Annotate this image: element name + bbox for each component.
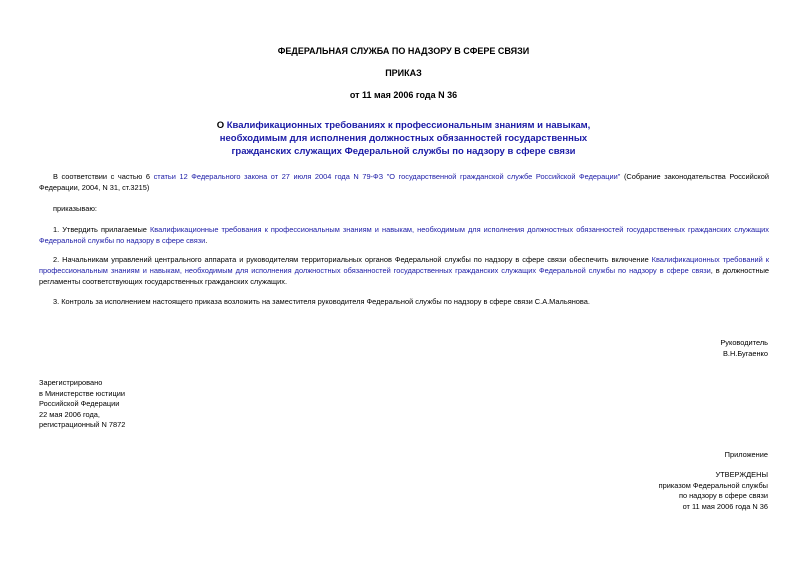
registration-line-4: 22 мая 2006 года,	[39, 409, 100, 419]
item-3: 3. Контроль за исполнением настоящего приказа возложить на заместителя руководителя Федеральной службы по надзору в сфере связи С.А.Мальянова.	[53, 297, 590, 306]
item-1-text: 1. Утвердить прилагаемые	[53, 225, 150, 234]
approved-line-3: от 11 мая 2006 года N 36	[682, 501, 768, 511]
subject-prefix: О	[216, 120, 227, 131]
registration-block	[39, 378, 125, 431]
approval-block	[659, 470, 768, 512]
doc-date-number: от 11 мая 2006 года N 36	[349, 90, 458, 100]
item-2	[39, 254, 769, 287]
registration-line-3: Российской Федерации	[39, 399, 120, 408]
registration-line-1: Зарегистрировано	[39, 378, 103, 387]
order-word: приказываю:	[53, 204, 97, 213]
preamble-text-1: В соответствии с частью 6	[53, 172, 154, 181]
law-link[interactable]: статьи 12 Федерального закона от 27 июля 2004 года N 79-ФЗ "О государственной гражданской службе Российской Федерации"	[153, 172, 621, 181]
preamble-paragraph	[39, 171, 769, 193]
doc-type: ПРИКАЗ	[385, 68, 422, 78]
appendix-label: Приложение	[724, 450, 768, 459]
approved-line-1: приказом Федеральной службы	[658, 480, 768, 490]
approved-line-2: по надзору в сфере связи	[678, 491, 768, 500]
signature-block	[720, 338, 768, 359]
item-1-link[interactable]: Квалификационные требования к профессиональным знаниям и навыкам, необходимым для исполнения должностных обязанностей государственных гражданских служащих Федеральной службы по надзору в сфере связи	[39, 225, 769, 245]
signature-title: Руководитель	[720, 338, 768, 347]
approved-word: УТВЕРЖДЕНЫ	[715, 470, 768, 479]
signature-name: В.Н.Бугаенко	[722, 348, 768, 358]
item-2-text: 2. Начальникам управлений центрального аппарата и руководителям территориальных органов Федеральной службы по надзору в сфере связи обеспечить включение	[53, 255, 652, 264]
registration-line-2: в Министерстве юстиции	[39, 388, 126, 398]
subject-link[interactable]: Квалификационных требованиях к профессиональным знаниям и навыкам, необходимым для исполнения должностных обязанностей государственных гражданских служащих Федеральной службы по надзору в сфере связи	[219, 120, 591, 157]
subject-heading	[200, 119, 607, 158]
item-1-end: .	[205, 236, 208, 245]
item-2-link[interactable]: Квалификационных требований к профессиональным знаниям и навыкам, необходимым для исполнения должностных обязанностей государственных гражданских служащих Федеральной службы по надзору в сфере связи	[39, 255, 769, 275]
agency-title: ФЕДЕРАЛЬНАЯ СЛУЖБА ПО НАДЗОРУ В СФЕРЕ СВЯЗИ	[277, 46, 530, 56]
item-1	[39, 224, 769, 246]
preamble-text-2: (Собрание законодательства Российской Федерации, 2004, N 31, ст.3215)	[39, 172, 769, 192]
item-2-end: , в должностные регламенты соответствующих государственных гражданских служащих.	[39, 266, 769, 286]
registration-line-5: регистрационный N 7872	[39, 420, 126, 429]
